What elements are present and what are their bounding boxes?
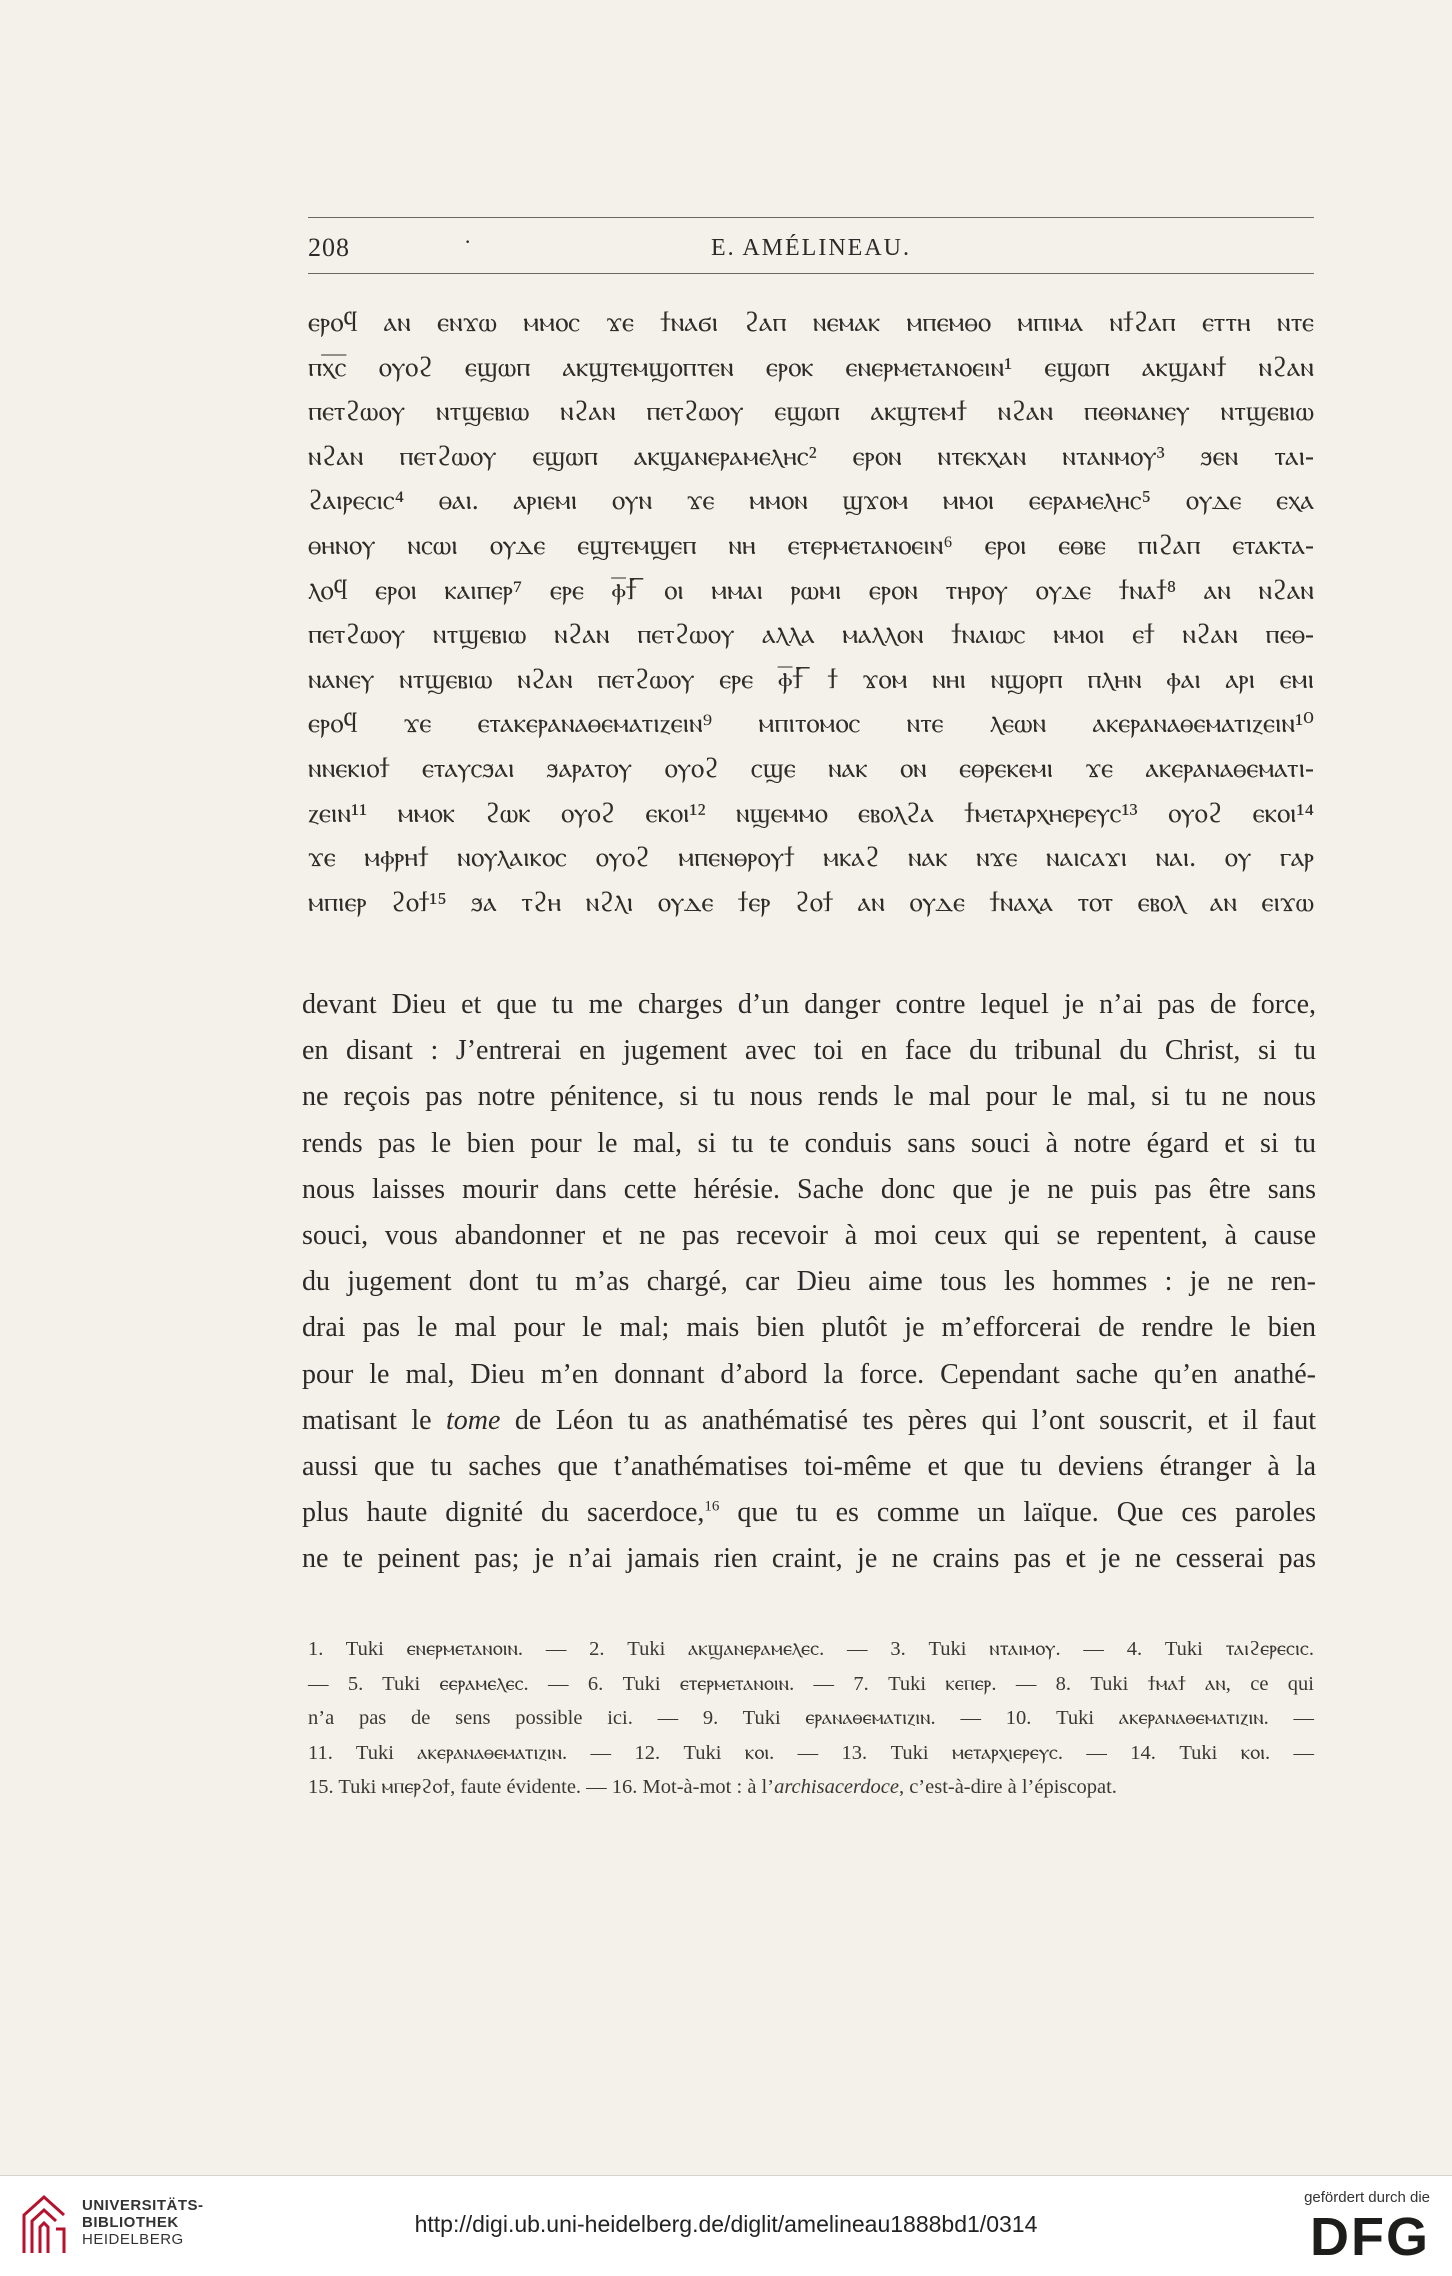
coptic-line: ⲡⲉⲧϩⲱⲟⲩ ⲛⲧϣⲉⲃⲓⲱ ⲛϩⲁⲛ ⲡⲉⲧϩⲱⲟⲩ ⲁⲗⲗⲁ ⲙⲁⲗⲗⲟⲛ ϯⲛⲁⲓⲱⲥ ⲙⲙⲟⲓ ⲉϯ ⲛϩⲁⲛ ⲡⲉⲑ- (308, 619, 1314, 650)
page-number: 208 (308, 233, 350, 262)
french-line: pour le mal, Dieu m’en donnant d’abord la force. Cependant sache qu’en anathé- (302, 1358, 1316, 1390)
header-rule-top (308, 217, 1314, 218)
text-run: matisant le (302, 1404, 447, 1436)
running-title: E. AMÉLINEAU. (711, 235, 911, 261)
coptic-line: ⲑⲏⲛⲟⲩ ⲛⲥⲱⲓ ⲟⲩⲇⲉ ⲉϣⲧⲉⲙϣⲉⲡ ⲛⲏ ⲉⲧⲉⲣⲙⲉⲧⲁⲛⲟⲉⲓⲛ⁶ ⲉⲣⲟⲓ ⲉⲑⲃⲉ ⲡⲓϩⲁⲡ ⲉⲧⲁⲕⲧⲁ- (308, 529, 1314, 560)
coptic-line: ⲛϩⲁⲛ ⲡⲉⲧϩⲱⲟⲩ ⲉϣⲱⲡ ⲁⲕϣⲁⲛⲉⲣⲁⲙⲉⲗⲏⲥ² ⲉⲣⲟⲛ ⲛⲧⲉⲕⲭⲁⲛ ⲛⲧⲁⲛⲙⲟⲩ³ ϧⲉⲛ ⲧⲁⲓ- (308, 440, 1314, 471)
text-run: plus haute dignité du sacerdoce, (302, 1497, 705, 1529)
running-header (308, 215, 1314, 275)
footnote-line: — 5. Tuki ⲉⲉⲣⲁⲙⲉⲗⲉⲥ. — 6. Tuki ⲉⲧⲉⲣⲙⲉⲧⲁⲛⲟⲓⲛ. — 7. Tuki ⲕⲉⲡⲉⲣ. — 8. Tuki ϯⲙⲁϯ ⲁⲛ, ce qui (308, 1672, 1314, 1695)
coptic-line: ⲙⲡⲓⲉⲣ ϩⲟϯ¹⁵ ϧⲁ ⲧϩⲏ ⲛϩⲗⲓ ⲟⲩⲇⲉ ϯⲉⲣ ϩⲟϯ ⲁⲛ ⲟⲩⲇⲉ ϯⲛⲁⲭⲁ ⲧⲟⲧ ⲉⲃⲟⲗ ⲁⲛ ⲉⲓϫⲱ (308, 886, 1314, 917)
french-line (302, 1398, 1316, 1444)
footnote-ref: 16 (704, 1498, 720, 1515)
coptic-line: ⲉⲣⲟϥ ϫⲉ ⲉⲧⲁⲕⲉⲣⲁⲛⲁⲑⲉⲙⲁⲧⲓⲍⲉⲓⲛ⁹ ⲙⲡⲓⲧⲟⲙⲟⲥ ⲛⲧⲉ ⲗⲉⲱⲛ ⲁⲕⲉⲣⲁⲛⲁⲑⲉⲙⲁⲧⲓⲍⲉⲓⲛ¹⁰ (308, 708, 1314, 739)
coptic-line: ⲍⲉⲓⲛ¹¹ ⲙⲙⲟⲕ ϩⲱⲕ ⲟⲩⲟϩ ⲉⲕⲟⲓ¹² ⲛϣⲉⲙⲙⲟ ⲉⲃⲟⲗϩⲁ ϯⲙⲉⲧⲁⲣⲭⲏⲉⲣⲉⲩⲥ¹³ ⲟⲩⲟϩ ⲉⲕⲟⲓ¹⁴ (308, 797, 1314, 828)
text-run: 15. Tuki ⲙⲡⲉⲣϩⲟϯ, faute évidente. — 16. Mot-à-mot : à l’ (308, 1776, 775, 1798)
header-dot: · (464, 229, 472, 254)
permalink-url[interactable]: http://digi.ub.uni-heidelberg.de/diglit/amelineau1888bd1/0314 (414, 2211, 1038, 2237)
french-line: rends pas le bien pour le mal, si tu te conduis sans souci à notre égard et si tu (302, 1127, 1316, 1159)
footnote-line: n’a pas de sens possible ici. — 9. Tuki ⲉⲣⲁⲛⲁⲑⲉⲙⲁⲧⲓⲍⲓⲛ. — 10. Tuki ⲁⲕⲉⲣⲁⲛⲁⲑⲉⲙⲁⲧⲓⲍⲓⲛ. — (308, 1707, 1314, 1729)
coptic-line: ⲉⲣⲟϥ ⲁⲛ ⲉⲛϫⲱ ⲙⲙⲟⲥ ϫⲉ ϯⲛⲁϭⲓ ϩⲁⲡ ⲛⲉⲙⲁⲕ ⲙⲡⲉⲙⲑⲟ ⲙⲡⲓⲙⲁ ⲛϯϩⲁⲡ ⲉⲧⲧⲏ ⲛⲧⲉ (308, 307, 1314, 337)
french-line: du jugement dont tu m’as chargé, car Dieu aime tous les hommes : je ne ren- (302, 1266, 1316, 1298)
digitization-footer (0, 2175, 1452, 2276)
italic-term: archisacerdoce (774, 1776, 899, 1798)
footer-divider (0, 2175, 1452, 2176)
coptic-text-block (308, 300, 1314, 924)
french-line: nous laisses mourir dans cette hérésie. Sache donc que je ne puis pas être sans (302, 1173, 1316, 1205)
header-rule-bottom (308, 273, 1314, 274)
coptic-line: ϩⲁⲓⲣⲉⲥⲓⲥ⁴ ⲑⲁⲓ. ⲁⲣⲓⲉⲙⲓ ⲟⲩⲛ ϫⲉ ⲙⲙⲟⲛ ϣϫⲟⲙ ⲙⲙⲟⲓ ⲉⲉⲣⲁⲙⲉⲗⲏⲥ⁵ ⲟⲩⲇⲉ ⲉⲭⲁ (308, 485, 1314, 516)
coptic-line: ⲡⲉⲧϩⲱⲟⲩ ⲛⲧϣⲉⲃⲓⲱ ⲛϩⲁⲛ ⲡⲉⲧϩⲱⲟⲩ ⲉϣⲱⲡ ⲁⲕϣⲧⲉⲙϯ ⲛϩⲁⲛ ⲡⲉⲑⲛⲁⲛⲉⲩ ⲛⲧϣⲉⲃⲓⲱ (308, 396, 1314, 427)
funder-caption: gefördert durch die (1304, 2189, 1430, 2206)
library-line: UNIVERSITÄTS- (82, 2197, 204, 2214)
french-line: souci, vous abandonner et ne pas recevoir à moi ceux qui se repentent, à cause (302, 1219, 1316, 1251)
footnote-line: 1. Tuki ⲉⲛⲉⲣⲙⲉⲧⲁⲛⲟⲓⲛ. — 2. Tuki ⲁⲕϣⲁⲛⲉⲣⲁⲙⲉⲗⲉⲥ. — 3. Tuki ⲛⲧⲁⲓⲙⲟⲩ. — 4. Tuki ⲧⲁⲓϩⲉⲣⲉⲥⲓⲥ. (308, 1638, 1314, 1660)
coptic-line: ϫⲉ ⲙⲫⲣⲏϯ ⲛⲟⲩⲗⲁⲓⲕⲟⲥ ⲟⲩⲟϩ ⲙⲡⲉⲛⲑⲣⲟⲩϯ ⲙⲕⲁϩ ⲛⲁⲕ ⲛϫⲉ ⲛⲁⲓⲥⲁϫⲓ ⲛⲁⲓ. ⲟⲩ ⲅⲁⲣ (308, 842, 1314, 873)
footnote-line: 11. Tuki ⲁⲕⲉⲣⲁⲛⲁⲑⲉⲙⲁⲧⲓⲍⲓⲛ. — 12. Tuki ⲕⲟⲓ. — 13. Tuki ⲙⲉⲧⲁⲣⲭⲓⲉⲣⲉⲩⲥ. — 14. Tuki ⲕⲟⲓ. — (308, 1741, 1314, 1764)
text-run: , c’est-à-dire à l’épiscopat. (898, 1776, 1117, 1798)
library-line: HEIDELBERG (82, 2231, 184, 2248)
french-line (302, 1490, 1316, 1536)
coptic-line: ⲛⲁⲛⲉⲩ ⲛⲧϣⲉⲃⲓⲱ ⲛϩⲁⲛ ⲡⲉⲧϩⲱⲟⲩ ⲉⲣⲉ ⲫ̅ϯ̅ ϯ ϫⲟⲙ ⲛⲏⲓ ⲛϣⲟⲣⲡ ⲡⲗⲏⲛ ⲫⲁⲓ ⲁⲣⲓ ⲉⲙⲓ (308, 663, 1314, 694)
text-run: de Léon tu as anathématisé tes pères qui l’ont souscrit, et il faut (500, 1404, 1316, 1436)
dfg-logo: DFG (1310, 2207, 1430, 2267)
italic-term: tome (446, 1404, 501, 1436)
text-run: que tu es comme un laïque. Que ces paroles (719, 1497, 1316, 1529)
coptic-line: ⲡⲭ̅ⲥ̅ ⲟⲩⲟϩ ⲉϣⲱⲡ ⲁⲕϣⲧⲉⲙϣⲟⲡⲧⲉⲛ ⲉⲣⲟⲕ ⲉⲛⲉⲣⲙⲉⲧⲁⲛⲟⲉⲓⲛ¹ ⲉϣⲱⲡ ⲁⲕϣⲁⲛϯ ⲛϩⲁⲛ (308, 351, 1314, 382)
french-line: devant Dieu et que tu me charges d’un danger contre lequel je n’ai pas de force, (302, 989, 1316, 1020)
french-line: ne te peinent pas; je n’ai jamais rien craint, je ne crains pas et je ne cesserai pas (302, 1543, 1316, 1575)
french-line: ne reçois pas notre pénitence, si tu nous rends le mal pour le mal, si tu ne nous (302, 1081, 1316, 1113)
french-line: aussi que tu saches que t’anathématises toi-même et que tu deviens étranger à la (302, 1450, 1316, 1482)
footnote-line (308, 1770, 1314, 1805)
coptic-line: ⲛⲛⲉⲕⲓⲟϯ ⲉⲧⲁⲩⲥϧⲁⲓ ϧⲁⲣⲁⲧⲟⲩ ⲟⲩⲟϩ ⲥϣⲉ ⲛⲁⲕ ⲟⲛ ⲉⲑⲣⲉⲕⲉⲙⲓ ϫⲉ ⲁⲕⲉⲣⲁⲛⲁⲑⲉⲙⲁⲧⲓ- (308, 752, 1314, 783)
french-translation (302, 982, 1316, 1582)
french-line: en disant : J’entrerai en jugement avec toi en face du tribunal du Christ, si tu (302, 1035, 1316, 1067)
coptic-line: ⲗⲟϥ ⲉⲣⲟⲓ ⲕⲁⲓⲡⲉⲣ⁷ ⲉⲣⲉ ⲫ̅ϯ̅ ⲟⲓ ⲙⲙⲁⲓ ⲣⲱⲙⲓ ⲉⲣⲟⲛ ⲧⲏⲣⲟⲩ ⲟⲩⲇⲉ ϯⲛⲁϯ⁸ ⲁⲛ ⲛϩⲁⲛ (308, 574, 1314, 605)
footnotes (308, 1632, 1314, 1805)
library-line: BIBLIOTHEK (82, 2214, 179, 2231)
french-line: drai pas le mal pour le mal; mais bien plutôt je m’efforcerai de rendre le bien (302, 1312, 1316, 1344)
